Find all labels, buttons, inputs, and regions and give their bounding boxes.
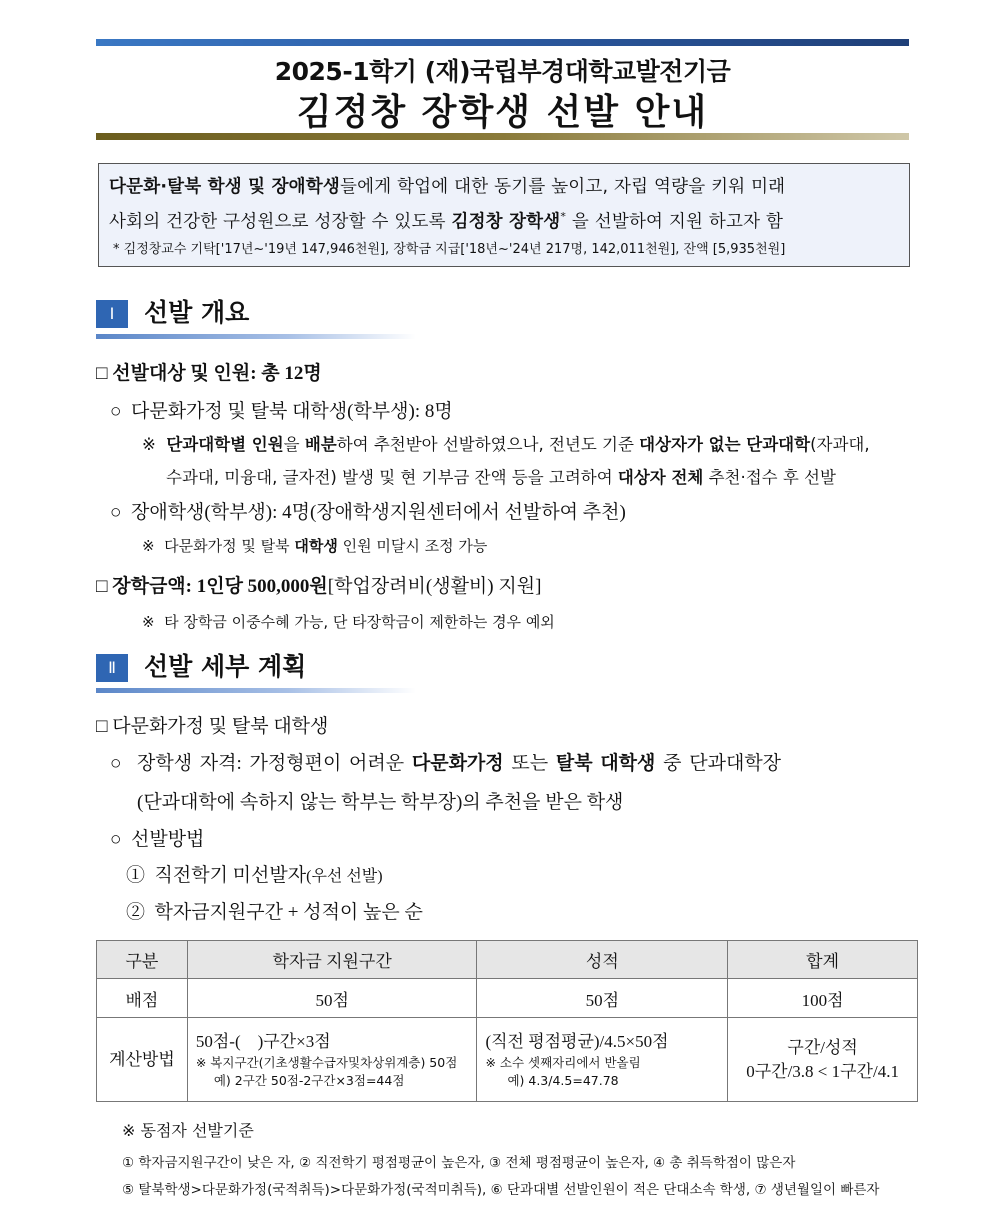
note-bold-1: 단과대학별 인원 (166, 435, 284, 454)
page-subtitle: 2025-1학기 (재)국립부경대학교발전기금 (274, 57, 731, 86)
table-row (97, 1018, 918, 1102)
tie-break-title: ※ 동점자 선발기준 (122, 1121, 254, 1140)
checkbox-square-icon: □ (96, 576, 108, 597)
intro-bold-target: 다문화·탈북 학생 및 장애학생 (109, 177, 340, 197)
method-label: 선발방법 (130, 829, 205, 850)
note-bold-4: 대상자 전체 (617, 468, 704, 487)
qualification-bold-2: 탈북 대학생 (555, 753, 656, 774)
selection-target-line (96, 358, 322, 385)
intro-text-3: 을 선발하여 지원 하고자 함 (566, 211, 784, 232)
reference-mark-icon: ※ (142, 435, 156, 454)
section-1-title: 선발 개요 (144, 298, 250, 327)
note-text-5: 추천·접수 후 선발 (703, 468, 836, 487)
amount-line (96, 571, 541, 598)
amount-rest: [학업장려비(생활비) 지원] (327, 576, 542, 597)
score-table (96, 940, 918, 1102)
duplicate-note-line (142, 611, 555, 632)
step-1-number: ① (126, 865, 146, 886)
intro-bold-scholarship: 김정창 장학생 (451, 211, 561, 232)
section-2-underline (96, 688, 416, 693)
total-line-2: 0구간/3.8 < 1구간/4.1 (746, 1061, 899, 1081)
subgroup-title: 다문화가정 및 탈북 대학생 (112, 716, 329, 737)
note-text-3: (자과대, (810, 435, 870, 454)
note-text-1: 을 (283, 435, 305, 454)
method-step-2 (126, 897, 423, 924)
intro-text-1: 들에게 학업에 대한 동기를 높이고, 자립 역량을 키워 미래 (340, 177, 786, 197)
adjustment-text-1: 다문화가정 및 탈북 (164, 537, 295, 555)
step-1-paren: (우선 선발) (306, 868, 383, 885)
reference-mark-icon: ※ (142, 537, 155, 555)
table-header-row (97, 941, 918, 979)
step-2-text: 학자금지원구간 + 성적이 높은 순 (154, 902, 423, 923)
allocation-note-line-1 (142, 431, 870, 455)
note-bold-2: 배분 (304, 435, 337, 454)
qualification-text-3: 중 단과대학장 (655, 753, 782, 774)
bracket-formula: 50점-( )구간×3점 (195, 1031, 331, 1051)
grade-note: ※ 소수 셋째자리에서 반올림 (485, 1054, 641, 1070)
table-cell-bracket-formula (187, 1018, 477, 1102)
intro-footnote: * 김정창교수 기탁['17년~'19년 147,946천원], 장학금 지급['18년~'24년 217명, 142,011천원], 잔액 [5,935천원] (113, 241, 786, 257)
disabled-line (110, 497, 626, 524)
method-line (110, 824, 204, 851)
qualification-bold-1: 다문화가정 (411, 753, 504, 774)
multicultural-text: 다문화가정 및 탈북 대학생(학부생): 8명 (130, 401, 453, 422)
table-cell: 50점 (477, 979, 728, 1018)
method-step-1 (126, 860, 383, 887)
table-header-cell: 구분 (97, 941, 188, 979)
qualification-text-1: 장학생 자격: 가정형편이 어려운 (136, 753, 412, 774)
allocation-note-line-2 (166, 464, 836, 488)
subgroup-line (96, 711, 328, 738)
section-2-number: Ⅱ (96, 654, 128, 682)
total-line-1: 구간/성적 (787, 1037, 858, 1057)
header-bottom-bar (96, 133, 909, 140)
circle-bullet-icon: ○ (110, 502, 122, 523)
circle-bullet-icon: ○ (110, 753, 122, 774)
qualification-line-2: (단과대학에 속하지 않는 학부는 학부장)의 추천을 받은 학생 (137, 792, 624, 813)
table-row (97, 979, 918, 1018)
note-text-4: 수과대, 미융대, 글자전) 발생 및 현 기부금 잔액 등을 고려하여 (166, 468, 618, 487)
disabled-text: 장애학생(학부생): 4명(장애학생지원센터에서 선발하여 추천) (130, 502, 626, 523)
multicultural-line (110, 396, 453, 423)
table-cell: 계산방법 (97, 1018, 188, 1102)
checkbox-square-icon: □ (96, 363, 108, 384)
qualification-text-2: 또는 (503, 753, 556, 774)
bracket-example: 예) 2구간 50점-2구간×3점=44점 (213, 1072, 405, 1088)
intro-box (98, 163, 910, 267)
tie-break-line-2: ⑤ 탈북학생>다문화가정(국적취득)>다문화가정(국적미취득), ⑥ 단과대별 선발인원이 적은 단대소속 학생, ⑦ 생년월일이 빠른자 (122, 1182, 880, 1198)
grade-example: 예) 4.3/4.5=47.78 (507, 1072, 619, 1088)
intro-line-1 (109, 172, 899, 202)
table-cell-total (728, 1018, 918, 1102)
bracket-note: ※ 복지구간(기초생활수급자및차상위계층) 50점 (195, 1054, 458, 1070)
selection-target-label: 선발대상 및 인원: 총 12명 (112, 363, 322, 384)
step-1-text: 직전학기 미선발자 (154, 865, 307, 886)
table-cell: 배점 (97, 979, 188, 1018)
section-1-number: Ⅰ (96, 300, 128, 328)
checkbox-square-icon: □ (96, 716, 108, 737)
grade-formula: (직전 평점평균)/4.5×50점 (485, 1031, 669, 1051)
table-header-cell: 성적 (477, 941, 728, 979)
table-cell: 50점 (187, 979, 477, 1018)
duplicate-note-text: 타 장학금 이중수혜 가능, 단 타장학금이 제한하는 경우 예외 (164, 613, 555, 631)
adjustment-note-line (142, 535, 487, 556)
note-bold-3: 대상자가 없는 단과대학 (639, 435, 811, 454)
page-title: 김정창 장학생 선발 안내 (296, 92, 709, 133)
table-header-cell: 합계 (728, 941, 918, 979)
intro-footnote-mark: * (560, 210, 567, 223)
adjustment-bold: 대학생 (294, 537, 338, 555)
circle-bullet-icon: ○ (110, 829, 122, 850)
table-cell-grade-formula (477, 1018, 728, 1102)
header-top-bar (96, 39, 909, 46)
reference-mark-icon: ※ (142, 613, 155, 631)
table-cell: 100점 (728, 979, 918, 1018)
note-text-2: 하여 추천받아 선발하였으나, 전년도 기준 (336, 435, 640, 454)
table-header-cell: 학자금 지원구간 (187, 941, 477, 979)
qualification-line-1 (110, 748, 781, 775)
step-2-number: ② (126, 902, 146, 923)
section-2-title: 선발 세부 계획 (144, 652, 307, 681)
adjustment-text-2: 인원 미달시 조정 가능 (337, 537, 488, 555)
amount-bold: 장학금액: 1인당 500,000원 (112, 576, 328, 597)
intro-line-2 (109, 202, 899, 237)
section-1-underline (96, 334, 416, 339)
circle-bullet-icon: ○ (110, 401, 122, 422)
tie-break-line-1: ① 학자금지원구간이 낮은 자, ② 직전학기 평점평균이 높은자, ③ 전체 평점평균이 높은자, ④ 총 취득학점이 많은자 (122, 1155, 796, 1171)
intro-text-2: 사회의 건강한 구성원으로 성장할 수 있도록 (109, 211, 452, 232)
